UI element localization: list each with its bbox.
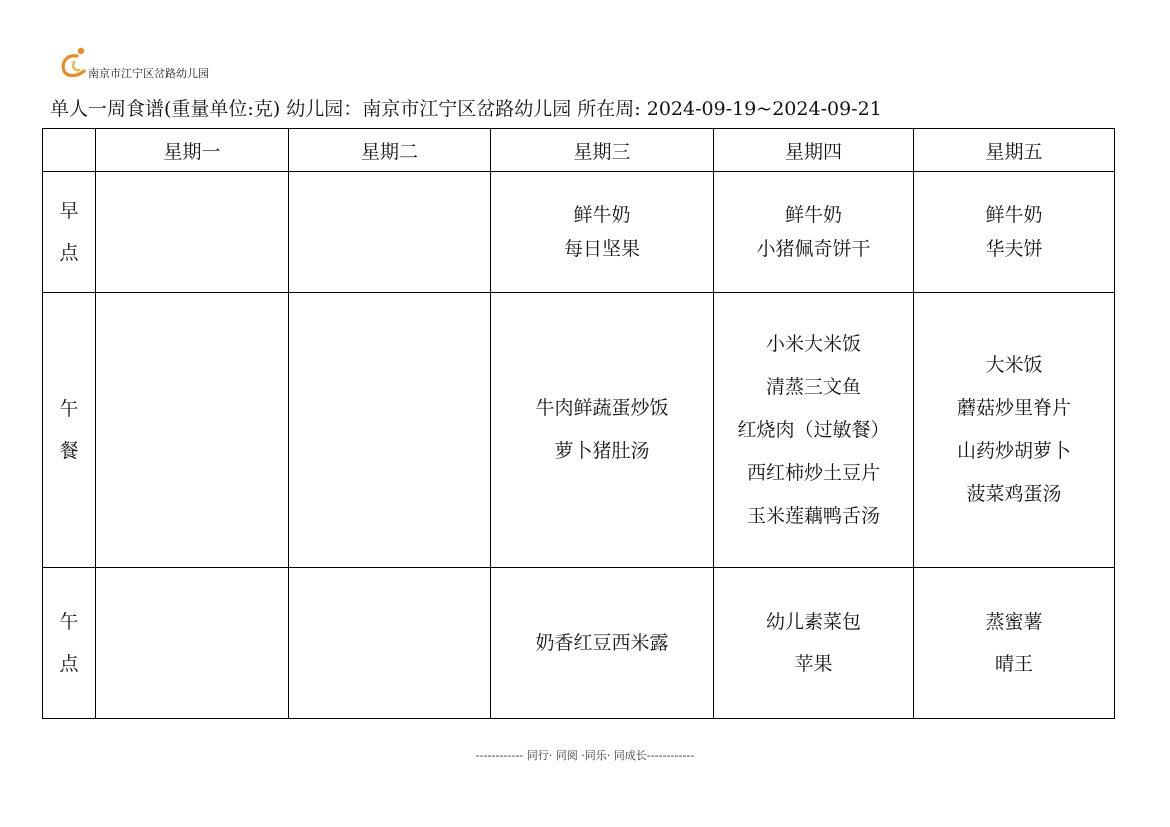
corner-cell [43, 129, 96, 172]
dish-item: 山药炒胡萝卜 [956, 440, 1071, 462]
page-title: 单人一周食谱(重量单位:克) 幼儿园：南京市江宁区岔路幼儿园 所在周: 2024-09-19~2024-09-21 [50, 98, 882, 120]
meal-label-char: 点 [59, 242, 79, 264]
meal-label-char: 餐 [59, 440, 79, 462]
menu-cell [714, 568, 914, 719]
logo-icon [60, 44, 90, 80]
day-header: 星期三 [491, 129, 714, 172]
meal-label [43, 172, 96, 293]
dish-item: 蘑菇炒里脊片 [956, 397, 1071, 419]
meal-label-char: 午 [59, 611, 79, 633]
dish-item: 萝卜猪肚汤 [554, 440, 650, 462]
meal-row-afternoon-snack [43, 568, 1115, 719]
meal-label-char: 点 [59, 653, 79, 675]
dish-item: 奶香红豆西米露 [535, 632, 669, 654]
menu-cell [914, 293, 1115, 568]
dish-item: 小米大米饭 [765, 332, 861, 355]
dish-item: 幼儿素菜包 [765, 611, 861, 633]
logo-text: 南京市江宁区岔路幼儿园 [88, 67, 209, 80]
footer-motto: ------------ 同行· 同阅 ·同乐· 同成长------------ [475, 749, 695, 762]
meal-row-lunch [43, 293, 1115, 568]
meal-label-char: 早 [59, 200, 79, 222]
dish-item: 每日坚果 [563, 238, 640, 260]
menu-cell [714, 172, 914, 293]
dish-item: 鲜牛奶 [784, 204, 842, 226]
menu-cell [96, 568, 289, 719]
dish-item: 西红柿炒土豆片 [746, 461, 880, 484]
meal-label [43, 568, 96, 719]
menu-cell [714, 293, 914, 568]
dish-item: 苹果 [794, 653, 833, 675]
dish-item: 红烧肉（过敏餐） [737, 418, 890, 441]
menu-cell [96, 172, 289, 293]
dish-item: 清蒸三文鱼 [765, 375, 861, 398]
meal-row-breakfast [43, 172, 1115, 293]
menu-cell [491, 172, 714, 293]
dish-item: 华夫饼 [985, 238, 1043, 260]
meal-label-char: 午 [59, 398, 79, 420]
dish-item: 鲜牛奶 [985, 204, 1043, 226]
menu-cell [914, 172, 1115, 293]
dish-item: 蒸蜜薯 [985, 611, 1043, 633]
menu-cell [491, 568, 714, 719]
dish-item: 晴王 [994, 653, 1033, 675]
menu-cell [491, 293, 714, 568]
dish-item: 牛肉鲜蔬蛋炒饭 [535, 397, 669, 419]
day-header: 星期四 [714, 129, 914, 172]
menu-cell [289, 172, 491, 293]
menu-cell [289, 568, 491, 719]
dish-item: 玉米莲藕鸭舌汤 [746, 504, 880, 527]
day-header: 星期五 [914, 129, 1115, 172]
meal-label [43, 293, 96, 568]
dish-item: 大米饭 [985, 354, 1043, 376]
dish-item: 小猪佩奇饼干 [756, 238, 871, 260]
day-header: 星期二 [289, 129, 491, 172]
weekly-menu-table [42, 128, 1115, 719]
day-header: 星期一 [96, 129, 289, 172]
day-header-row [43, 129, 1115, 172]
menu-cell [96, 293, 289, 568]
menu-cell [289, 293, 491, 568]
dish-item: 菠菜鸡蛋汤 [966, 483, 1062, 505]
menu-cell [914, 568, 1115, 719]
dish-item: 鲜牛奶 [573, 204, 631, 226]
